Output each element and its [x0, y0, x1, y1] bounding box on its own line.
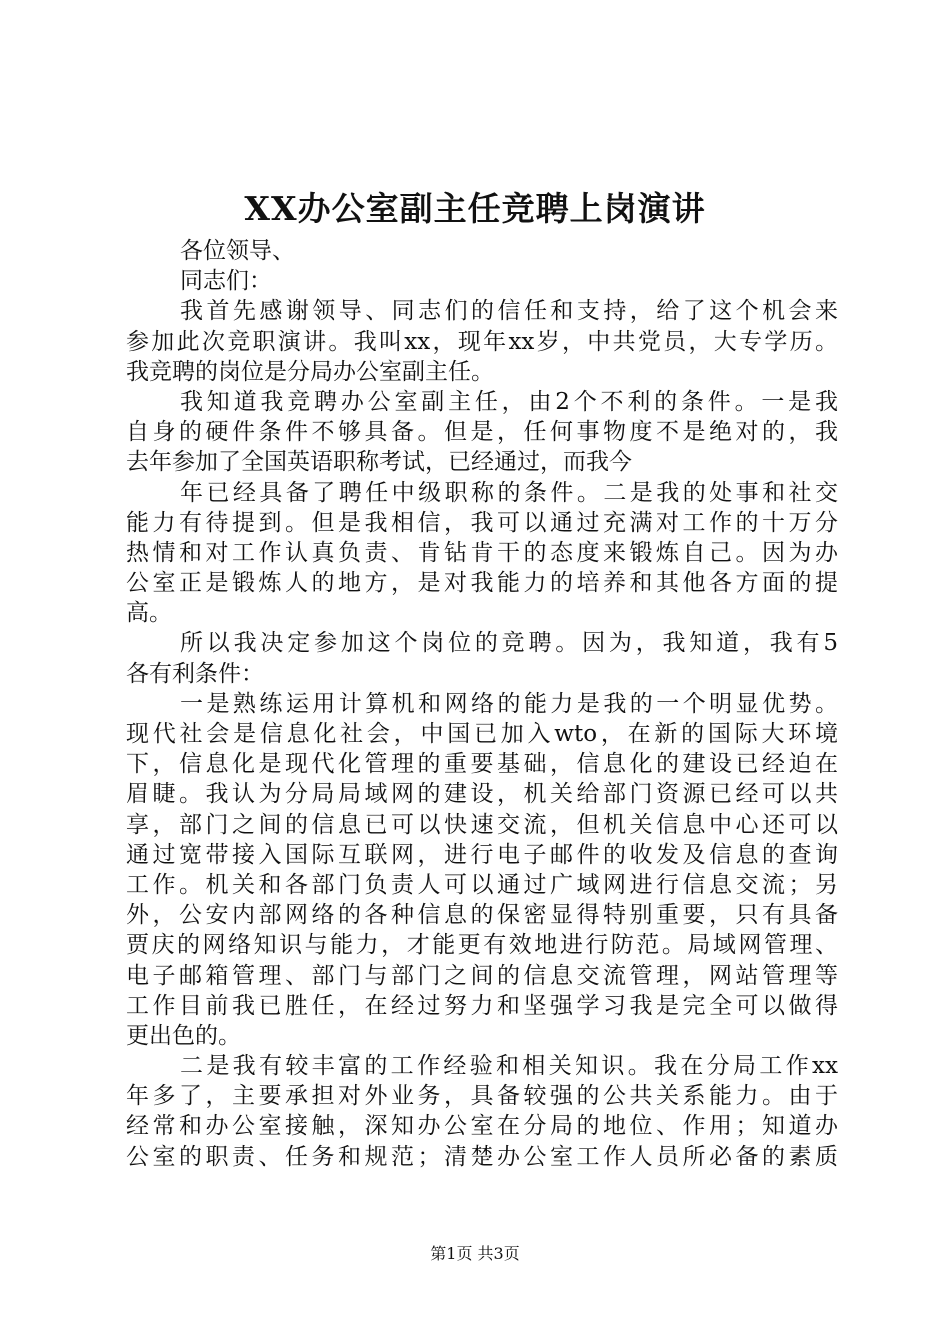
text-line: 自身的硬件条件不够具备。但是，任何事物度不是绝对的，我: [126, 419, 838, 446]
text-line: 现代社会是信息化社会，中国已加入wto，在新的国际大环境: [126, 721, 838, 747]
text-line: 能力有待提到。但是我相信，我可以通过充满对工作的十万分: [126, 509, 838, 536]
text-line: 年已经具备了聘任中级职称的条件。二是我的处事和社交: [180, 479, 838, 506]
text-line: 所以我决定参加这个岗位的竞聘。因为，我知道，我有5: [180, 630, 838, 657]
text-line: 通过宽带接入国际互联网，进行电子邮件的收发及信息的查询: [126, 841, 838, 868]
text-line: 经常和办公室接触，深知办公室在分局的地位、作用；知道办: [126, 1113, 838, 1140]
text-line: 一是熟练运用计算机和网络的能力是我的一个明显优势。: [180, 690, 838, 717]
text-line: 电子邮箱管理、部门与部门之间的信息交流管理，网站管理等: [126, 962, 838, 989]
text-line: 公室正是锻炼人的地方，是对我能力的培养和其他各方面的提: [126, 570, 838, 597]
text-line: 眉睫。我认为分局局域网的建设，机关给部门资源已经可以共: [126, 781, 838, 808]
document-body: [126, 236, 838, 1172]
text-line: 各有利条件：: [126, 660, 264, 687]
document-title: XX办公室副主任竞聘上岗演讲: [244, 189, 706, 228]
text-line: 下，信息化是现代化管理的重要基础，信息化的建设已经迫在: [126, 751, 838, 778]
text-line: 参加此次竞职演讲。我叫xx，现年xx岁，中共党员，大专学历。: [126, 328, 838, 355]
text-line: 更出色的。: [126, 1022, 241, 1049]
text-line: 工作目前我已胜任，在经过努力和坚强学习我是完全可以做得: [126, 992, 838, 1019]
text-line: 我知道我竞聘办公室副主任，由2个不利的条件。一是我: [180, 388, 838, 415]
text-line: 二是我有较丰富的工作经验和相关知识。我在分局工作xx: [180, 1053, 838, 1080]
text-line: 去年参加了全国英语职称考试，已经通过，而我今: [126, 449, 632, 476]
text-line: 贾庆的网络知识与能力，才能更有效地进行防范。局域网管理、: [126, 932, 838, 959]
text-line: 公室的职责、任务和规范；清楚办公室工作人员所必备的素质: [126, 1143, 838, 1170]
text-line: 我竞聘的岗位是分局办公室副主任。: [126, 358, 494, 385]
text-line: 年多了，主要承担对外业务，具备较强的公共关系能力。由于: [126, 1083, 838, 1110]
text-line: 我首先感谢领导、同志们的信任和支持，给了这个机会来: [180, 298, 838, 325]
text-line: 工作。机关和各部门负责人可以通过广域网进行信息交流；另: [126, 871, 838, 898]
page-number: 第1页 共3页: [430, 1244, 520, 1263]
text-line: 外，公安内部网络的各种信息的保密显得特别重要，只有具备: [126, 902, 838, 929]
text-line: 高。: [126, 600, 172, 627]
text-line: 各位领导、: [180, 238, 295, 264]
text-line: 热情和对工作认真负责、肯钻肯干的态度来锻炼自己。因为办: [126, 539, 838, 566]
text-line: 享，部门之间的信息已可以快速交流，但机关信息中心还可以: [126, 811, 838, 838]
text-line: 同志们：: [180, 268, 272, 295]
